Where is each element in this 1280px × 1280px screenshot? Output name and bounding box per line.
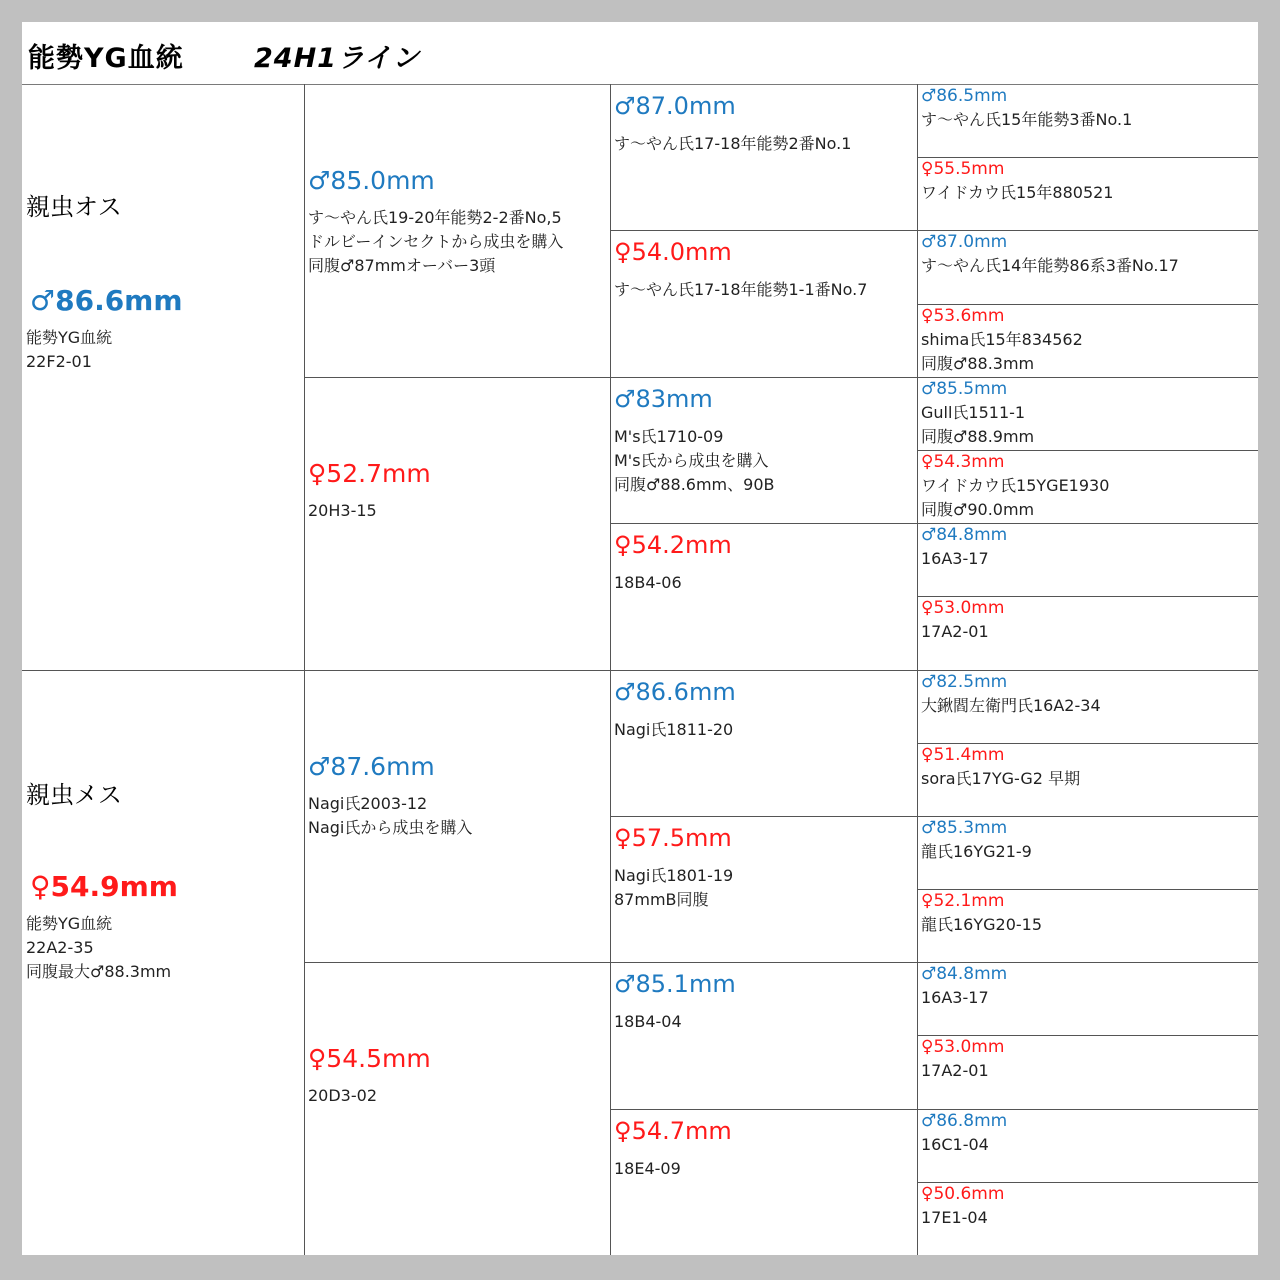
gen3-ancestor-cell (614, 84, 915, 230)
gen3-ancestor-cell (614, 816, 915, 962)
gen3-ancestor-cell (614, 670, 915, 816)
gen4-ancestor-cell (921, 816, 1256, 889)
ancestor-notes (921, 1206, 988, 1230)
ancestor-notes (614, 571, 682, 595)
note-line: shima氏15年834562 (921, 329, 1083, 349)
ancestor-notes (921, 986, 989, 1010)
note-line: 16A3-17 (921, 988, 989, 1008)
ancestor-notes (921, 913, 1042, 937)
gen4-ancestor-cell (921, 743, 1256, 816)
ancestor-notes (308, 206, 563, 278)
ancestor-size: ♂86.8mm (921, 1110, 1008, 1131)
gen4-ancestor-cell (921, 1182, 1256, 1255)
ancestor-size: ♂86.5mm (921, 86, 1008, 106)
ancestor-size: ♀50.6mm (921, 1183, 1005, 1204)
note-line: す～やん氏17-18年能勢2番No.1 (614, 134, 852, 153)
gen4-ancestor-cell (921, 157, 1256, 230)
gen2-ancestor-cell (308, 670, 608, 963)
gen4-ancestor-cell (921, 377, 1256, 450)
note-line: ワイドカウ氏15YGE1930 (921, 475, 1110, 495)
note-line: ワイドカウ氏15年880521 (921, 183, 1114, 203)
gen3-ancestor-cell (614, 523, 915, 669)
note-line: す～やん氏15年能勢3番No.1 (921, 110, 1133, 129)
ancestor-notes (921, 401, 1034, 449)
ancestor-notes (921, 547, 989, 571)
note-line: 同腹最大♂88.3mm (26, 961, 172, 981)
ancestor-notes (921, 108, 1132, 132)
note-line: 龍氏16YG21-9 (921, 841, 1032, 861)
ancestor-notes (308, 1084, 377, 1108)
note-line: 22F2-01 (26, 352, 92, 371)
gen4-ancestor-cell (921, 962, 1256, 1035)
ancestor-size: ♂86.6mm (614, 677, 736, 706)
gen3-ancestor-cell (614, 1109, 915, 1255)
ancestor-size: ♂84.8mm (921, 525, 1008, 546)
ancestor-size: ♀55.5mm (921, 159, 1005, 180)
ancestor-size: ♂83mm (614, 384, 713, 413)
ancestor-size: ♂82.5mm (921, 671, 1008, 692)
ancestor-size: ♀54.5mm (308, 1044, 431, 1074)
gen2-ancestor-cell (308, 84, 608, 377)
gen4-ancestor-cell (921, 1035, 1256, 1108)
ancestor-size: ♀54.2mm (614, 531, 732, 560)
ancestor-size: ♂87.6mm (308, 751, 435, 781)
title-bar (22, 22, 1258, 85)
note-line: 22A2-35 (26, 937, 94, 957)
ancestor-notes (614, 1010, 682, 1034)
ancestor-size: ♀51.4mm (921, 744, 1005, 765)
ancestor-notes (921, 767, 1080, 791)
gen2-ancestor-cell (308, 377, 608, 670)
note-line: 同腹♂90.0mm (921, 499, 1035, 519)
ancestor-notes (614, 425, 774, 497)
ancestor-size: ♀54.0mm (614, 238, 732, 267)
ancestor-notes (921, 328, 1083, 376)
ancestor-notes (921, 181, 1113, 205)
gen4-ancestor-cell (921, 523, 1256, 596)
note-line: 同腹♂87mmオーバー3頭 (308, 256, 496, 275)
note-line: M's氏1710-09 (614, 426, 724, 446)
note-line: す～やん氏17-18年能勢1-1番No.7 (614, 280, 868, 300)
ancestor-size: ♀53.0mm (921, 598, 1005, 619)
gen4-ancestor-cell (921, 596, 1256, 669)
gen3-ancestor-cell (614, 962, 915, 1108)
note-line: ドルビーインセクトから成虫を購入 (308, 232, 564, 251)
note-line: 同腹♂88.6mm、90B (614, 474, 775, 494)
note-line: 16C1-04 (921, 1134, 989, 1154)
line-title: 24H1ライン (254, 43, 421, 74)
ancestor-size: ♀54.3mm (921, 451, 1005, 472)
gen4-ancestor-cell (921, 84, 1256, 157)
note-line: す～やん氏19-20年能勢2-2番No,5 (308, 208, 562, 227)
ancestor-notes (308, 792, 472, 840)
note-line: 同腹♂88.3mm (921, 353, 1035, 373)
note-line: Nagi氏1811-20 (614, 719, 734, 739)
ancestor-notes (614, 1157, 681, 1181)
pedigree-sheet (22, 22, 1258, 1255)
gen4-ancestor-cell (921, 450, 1256, 523)
parent-label: 親虫メス (26, 780, 122, 809)
ancestor-size: ♀53.6mm (921, 305, 1005, 326)
note-line: Nagi氏2003-12 (308, 793, 428, 813)
parent-size: ♂86.6mm (30, 284, 183, 317)
gen3-ancestor-cell (614, 230, 915, 376)
ancestor-notes (614, 278, 867, 302)
ancestor-size: ♂87.0mm (921, 232, 1008, 253)
note-line: 17A2-01 (921, 622, 989, 642)
ancestor-size: ♂85.5mm (921, 378, 1008, 399)
ancestor-size: ♂84.8mm (921, 964, 1008, 985)
ancestor-size: ♀52.1mm (921, 891, 1005, 912)
note-line: Nagi氏1801-19 (614, 865, 734, 885)
gen4-ancestor-cell (921, 889, 1256, 962)
ancestor-notes (921, 1059, 989, 1083)
note-line: sora氏17YG-G2 早期 (921, 768, 1081, 788)
note-line: 18B4-04 (614, 1012, 682, 1032)
ancestor-size: ♂85.3mm (921, 817, 1008, 838)
ancestor-size: ♂87.0mm (614, 92, 736, 120)
ancestor-notes (921, 254, 1179, 278)
parent-notes (26, 326, 112, 374)
dam-cell (22, 670, 304, 1256)
bloodline-title: 能勢YG血統 (28, 43, 184, 74)
note-line: 同腹♂88.9mm (921, 426, 1035, 446)
note-line: 20D3-02 (308, 1086, 377, 1106)
note-line: 17E1-04 (921, 1207, 988, 1227)
parent-size: ♀54.9mm (30, 869, 178, 903)
parent-label: 親虫オス (26, 193, 122, 221)
note-line: 20H3-15 (308, 500, 377, 520)
ancestor-notes (308, 499, 377, 523)
note-line: す～やん氏14年能勢86系3番No.17 (921, 256, 1179, 276)
ancestor-notes (921, 474, 1109, 522)
note-line: 大鍬閻左衛門氏16A2-34 (921, 695, 1101, 715)
ancestor-notes (921, 694, 1101, 718)
ancestor-size: ♂85.0mm (308, 166, 435, 195)
ancestor-size: ♀54.7mm (614, 1116, 732, 1145)
gen4-ancestor-cell (921, 1109, 1256, 1182)
ancestor-size: ♀53.0mm (921, 1037, 1005, 1058)
ancestor-notes (614, 132, 851, 156)
note-line: 18E4-09 (614, 1158, 681, 1178)
note-line: 能勢YG血統 (26, 328, 113, 347)
parent-notes (26, 912, 171, 984)
gen3-ancestor-cell (614, 377, 915, 523)
ancestor-size: ♀57.5mm (614, 823, 732, 852)
gen2-ancestor-cell (308, 962, 608, 1255)
note-line: 16A3-17 (921, 549, 989, 569)
gen4-ancestor-cell (921, 230, 1256, 303)
note-line: 87mmB同腹 (614, 889, 709, 909)
ancestor-notes (921, 1133, 989, 1157)
note-line: 能勢YG血統 (26, 913, 113, 933)
note-line: M's氏から成虫を購入 (614, 450, 769, 470)
note-line: Gull氏1511-1 (921, 402, 1026, 422)
note-line: 18B4-06 (614, 573, 682, 593)
ancestor-notes (921, 840, 1032, 864)
ancestor-notes (614, 864, 733, 912)
note-line: Nagi氏から成虫を購入 (308, 817, 473, 837)
ancestor-size: ♂85.1mm (614, 970, 736, 999)
sire-cell (22, 84, 304, 670)
note-line: 17A2-01 (921, 1061, 989, 1081)
ancestor-notes (921, 620, 989, 644)
gen4-ancestor-cell (921, 304, 1256, 377)
ancestor-size: ♀52.7mm (308, 458, 431, 488)
note-line: 龍氏16YG20-15 (921, 915, 1043, 935)
ancestor-notes (614, 718, 733, 742)
gen4-ancestor-cell (921, 670, 1256, 743)
